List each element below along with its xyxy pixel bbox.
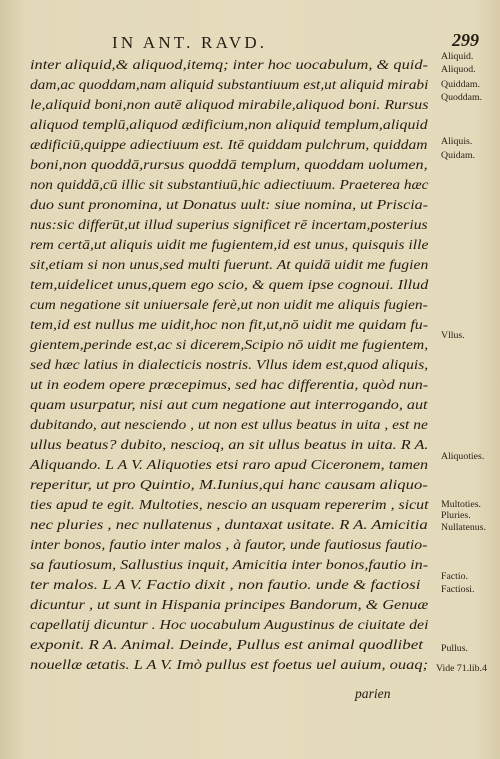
margin-note: Aliquis. bbox=[441, 136, 473, 147]
margin-note: Factiosi. bbox=[441, 584, 475, 595]
text-line: le,aliquid boni,non autē aliquod mirabile,aliquod boni. Rursus bbox=[30, 97, 429, 112]
margin-note: Aliquod. bbox=[441, 64, 476, 75]
text-line: nus:sic differūt,ut illud superius significet rē incertam,posterius bbox=[30, 217, 428, 232]
text-line: Aliquando. L A V. Aliquoties etsi raro apud Ciceronem, tamen bbox=[30, 457, 429, 472]
text-line: nouellæ ætatis. L A V. Imò pullus est foetus uel auium, ouaq; bbox=[30, 657, 429, 672]
text-line: reperitur, ut pro Quintio, M.Iunius,qui hanc causam aliquo- bbox=[30, 477, 428, 492]
text-line: aliquod templū,aliquod ædificium,non aliquid templum,aliquid bbox=[30, 117, 428, 132]
margin-note: Quoddam. bbox=[441, 92, 483, 103]
page-number: 299 bbox=[452, 30, 479, 50]
text-line: rem certā,ut aliquis uidit me fugientem,id est unus, quisquis ille bbox=[30, 237, 429, 252]
catchword: parien bbox=[355, 686, 391, 701]
text-line: duo sunt pronomina, ut Donatus uult: siue nomina, ut Priscia- bbox=[30, 197, 428, 212]
text-line: ties apud te egit. Multoties, nescio an usquam repererim , sicut bbox=[30, 497, 429, 512]
text-line: ut in eodem opere præcepimus, sed hac differentia, quòd nun- bbox=[30, 377, 429, 392]
text-line: quam usurpatur, nisi aut cum negatione aut interrogando, aut bbox=[30, 397, 428, 412]
margin-note: Factio. bbox=[441, 571, 468, 582]
text-line: inter aliquid,& aliquod,itemq; inter hoc uocabulum, & quid- bbox=[30, 57, 428, 72]
margin-note: Quiddam. bbox=[441, 79, 480, 90]
text-line: sa fautiosum, Sallustius inquit, Amicitia inter bonos,fautio in- bbox=[30, 557, 429, 572]
text-line: boni,non quoddā,rursus quoddā templum, quoddam uolumen, bbox=[30, 157, 428, 172]
text-line: dam,ac quoddam,nam aliquid substantiuum est,ut aliquid mirabi bbox=[30, 77, 429, 92]
running-head: IN ANT. RAVD. bbox=[112, 33, 268, 52]
text-line: non quiddā,cū illic sit substantiuū,hic adiectiuum. Praeterea hæc bbox=[30, 177, 429, 192]
text-line: tem,uidelicet unus,quem ego scio, & quem ipse cognoui. Illud bbox=[30, 277, 429, 292]
text-line: capellatij dicuntur . Hoc uocabulum Augustinus de ciuitate dei bbox=[30, 617, 429, 632]
text-line: ter malos. L A V. Factio dixit , non fautio. unde & factiosi bbox=[30, 577, 421, 592]
text-line: ædificiū,quippe adiectiuum est. Itē quiddam pulchrum, quiddam bbox=[30, 137, 428, 152]
text-line: nec pluries , nec nullatenus , duntaxat usitate. R A. Amicitia bbox=[30, 517, 428, 532]
text-line: gientem,perinde est,ac si dicerem,Scipio nō uidit me fugientem, bbox=[30, 337, 429, 352]
margin-note: Multoties. bbox=[441, 499, 482, 510]
text-line: sit,etiam si non unus,sed multi fuerunt. At quidā uidit me fugien bbox=[30, 257, 429, 272]
margin-note: Quidam. bbox=[441, 150, 476, 161]
margin-note: Aliquid. bbox=[441, 51, 474, 62]
margin-note: Pullus. bbox=[441, 643, 468, 654]
text-line: dubitando, aut nesciendo , ut non est ullus beatus in uita , est ne bbox=[30, 417, 428, 432]
margin-note: Vllus. bbox=[441, 330, 465, 341]
text-line: dicuntur , ut sunt in Hispania principes Bandorum, & Genuæ bbox=[30, 597, 429, 612]
margin-note: Pluries. bbox=[441, 510, 471, 521]
text-line: exponit. R A. Animal. Deinde, Pullus est animal quodlibet bbox=[30, 637, 423, 652]
text-line: ullus beatus? dubito, nescioq, an sit ullus beatus in uita. R A. bbox=[30, 437, 429, 452]
margin-note: Aliquoties. bbox=[441, 451, 485, 462]
margin-note: Vide 71.lib.4 bbox=[436, 663, 487, 674]
text-line: tem,id est nullus me uidit,hoc non fit,ut,nō uidit me quidam fu- bbox=[30, 317, 429, 332]
text-line: sed hæc latius in dialecticis nostris. Vllus idem est,quod aliquis, bbox=[30, 357, 429, 372]
text-line: inter bonos, fautio inter malos , à fautor, unde fautiosus fautio- bbox=[30, 537, 428, 552]
margin-note: Nullatenus. bbox=[441, 522, 486, 533]
text-line: cum negatione sit uniuersale ferè,ut non uidit me aliquis fugien- bbox=[30, 297, 428, 312]
